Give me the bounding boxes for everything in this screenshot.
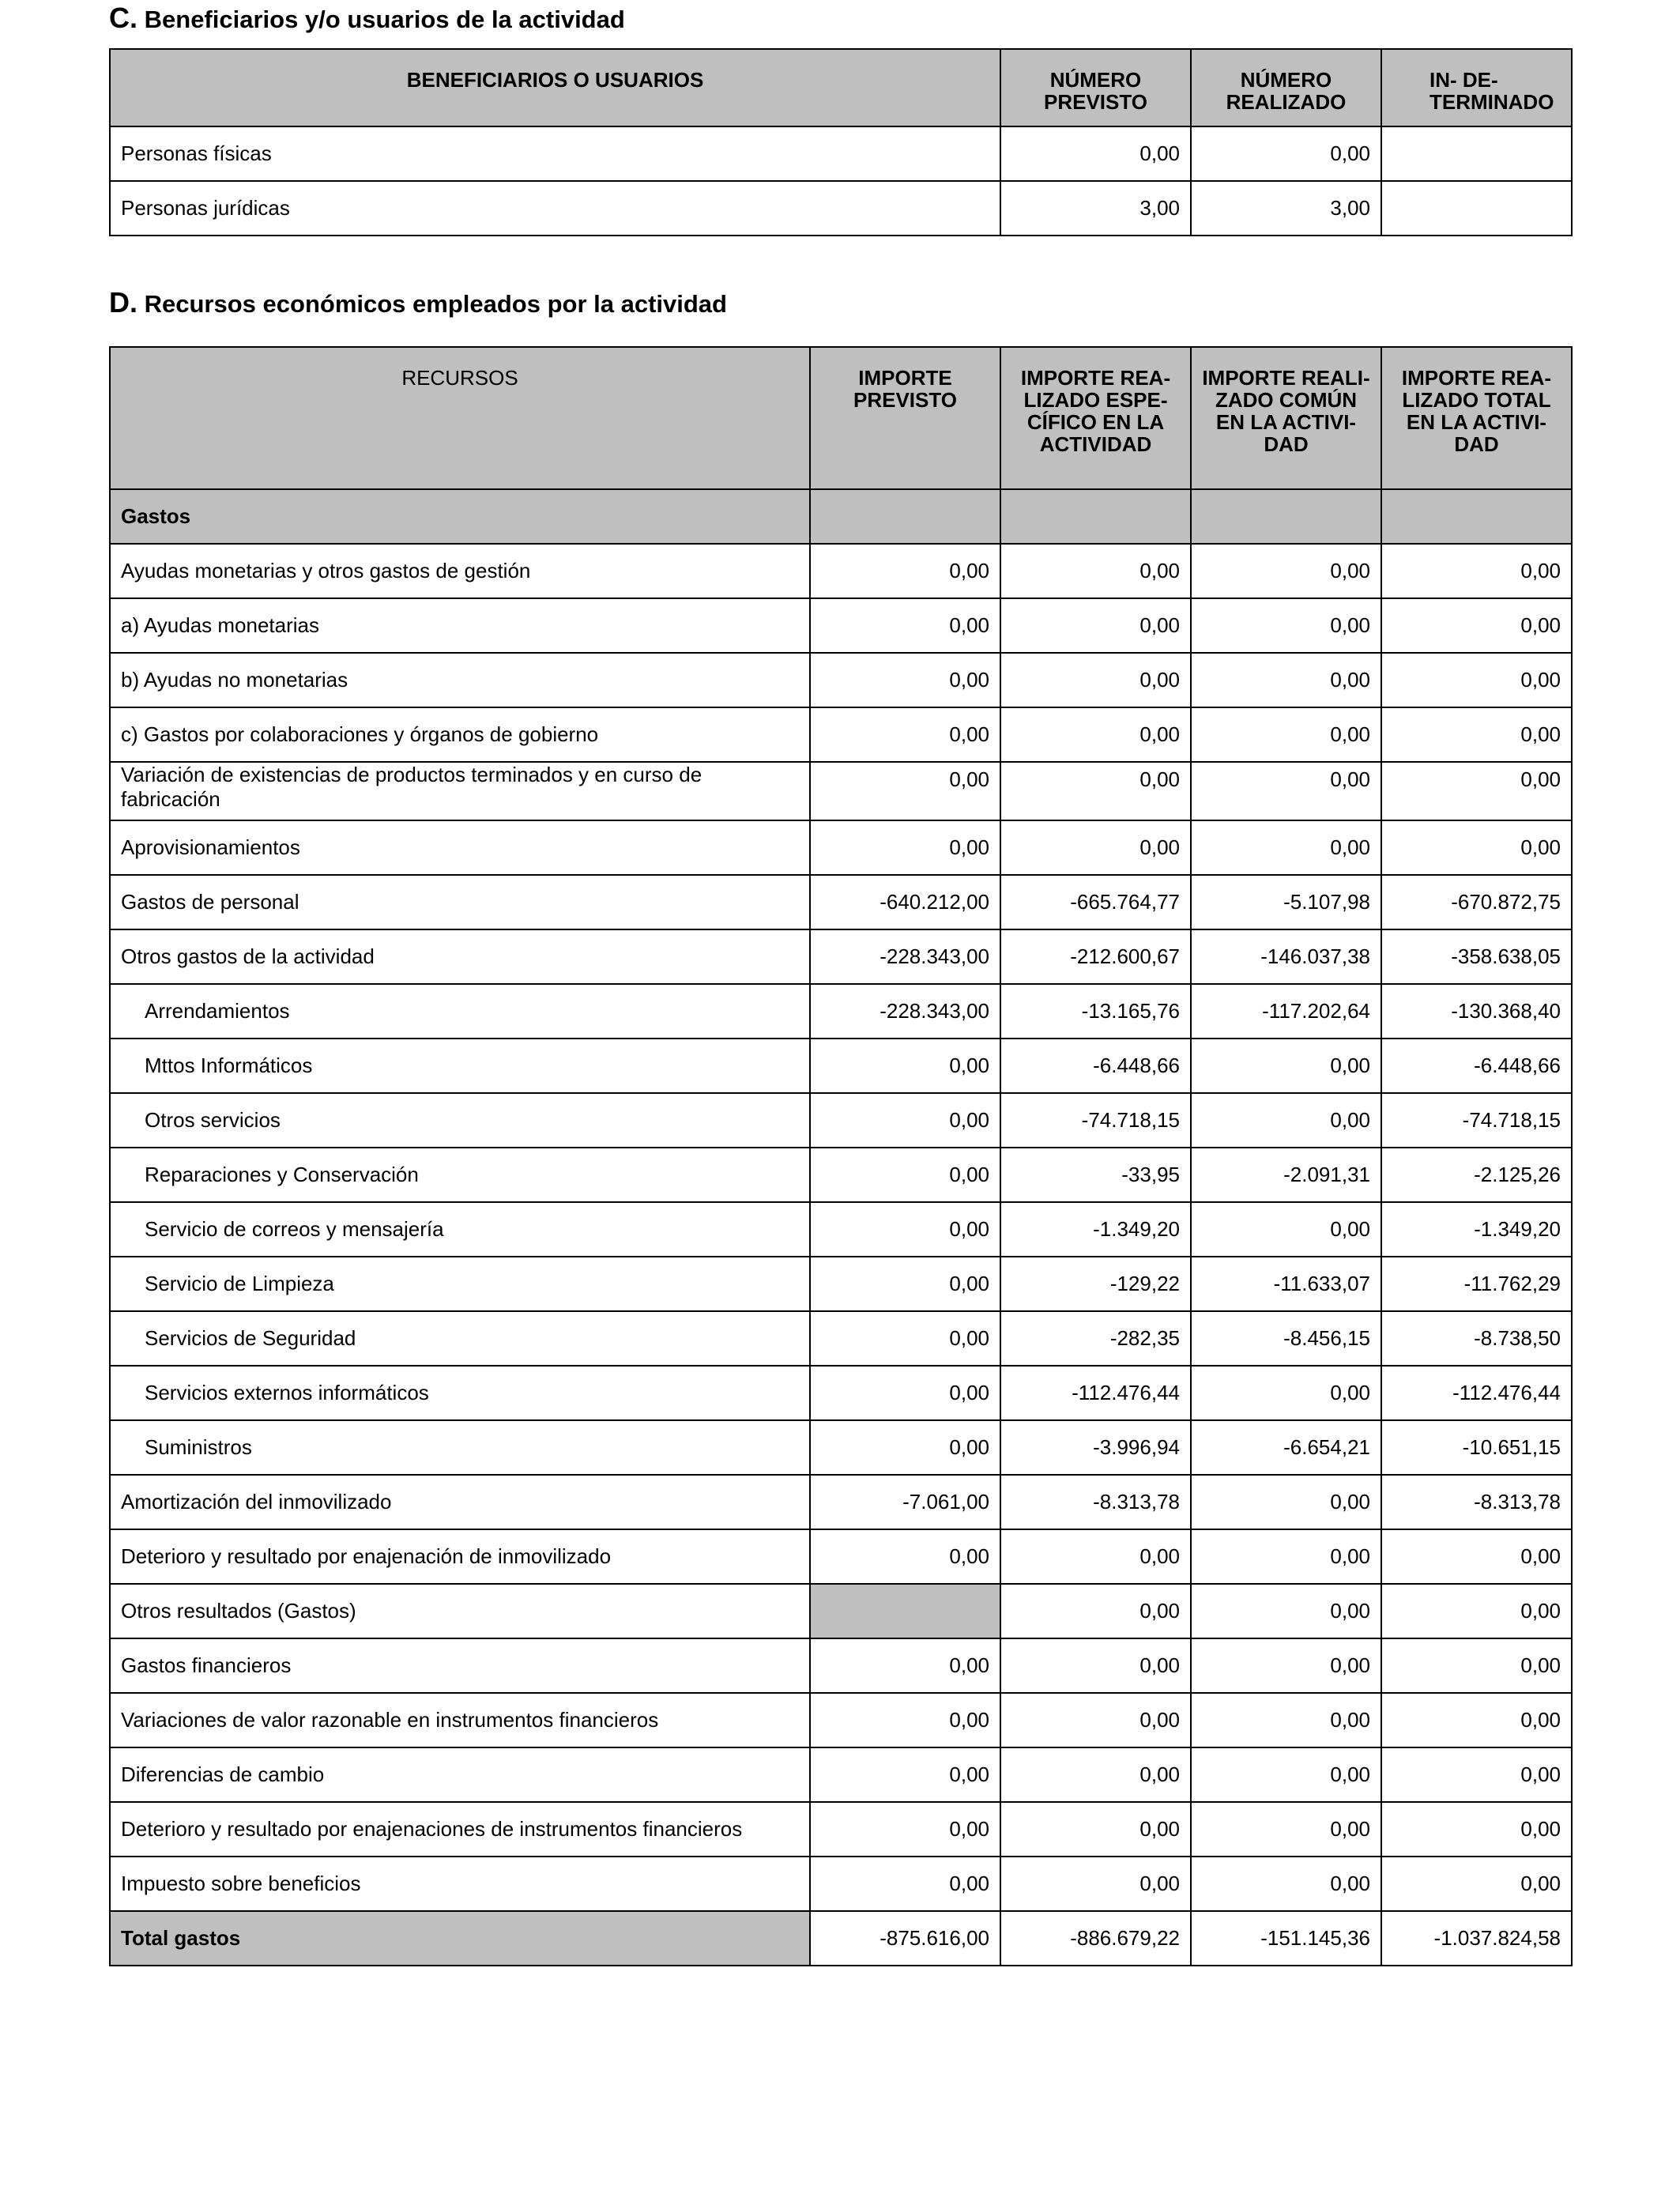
- table-row: [110, 1584, 1572, 1638]
- row-label: Deterioro y resultado por enajenación de inmovilizado: [110, 1529, 810, 1584]
- row-label: Deterioro y resultado por enajenaciones de instrumentos financieros: [110, 1802, 810, 1857]
- cell-importe-especifico: -13.165,76: [1000, 984, 1191, 1039]
- cell-importe-total: 0,00: [1381, 1802, 1572, 1857]
- resources-header-row: [110, 347, 1572, 489]
- cell-importe-previsto: [810, 1584, 1000, 1638]
- table-row: [110, 762, 1572, 820]
- col-header-importe-previsto: IMPORTE PREVISTO: [810, 347, 1000, 489]
- cell-importe-comun: 0,00: [1191, 1802, 1381, 1857]
- cell-importe-previsto: 0,00: [810, 1039, 1000, 1093]
- cell-importe-comun: 0,00: [1191, 1475, 1381, 1529]
- cell-importe-previsto: 0,00: [810, 1093, 1000, 1148]
- cell-importe-comun: 0,00: [1191, 1693, 1381, 1747]
- cell-importe-comun: -117.202,64: [1191, 984, 1381, 1039]
- table-row: [110, 1857, 1572, 1911]
- group-row-gastos: [110, 489, 1572, 544]
- cell-importe-total: -10.651,15: [1381, 1420, 1572, 1475]
- table-row: [110, 126, 1572, 181]
- total-label: Total gastos: [110, 1911, 810, 1966]
- cell-importe-especifico: -3.996,94: [1000, 1420, 1191, 1475]
- cell-importe-previsto: -228.343,00: [810, 929, 1000, 984]
- cell-importe-especifico: 0,00: [1000, 1584, 1191, 1638]
- cell-importe-comun: 0,00: [1191, 1366, 1381, 1420]
- total-row: [110, 1911, 1572, 1966]
- cell-importe-previsto: 0,00: [810, 820, 1000, 875]
- cell-importe-especifico: 0,00: [1000, 1693, 1191, 1747]
- cell-importe-especifico: -74.718,15: [1000, 1093, 1191, 1148]
- cell-importe-previsto: -640.212,00: [810, 875, 1000, 929]
- cell-importe-total: -8.313,78: [1381, 1475, 1572, 1529]
- section-d-letter: D.: [109, 286, 137, 319]
- cell-importe-comun: -6.654,21: [1191, 1420, 1381, 1475]
- beneficiaries-table: [109, 48, 1573, 236]
- cell-importe-especifico: 0,00: [1000, 762, 1191, 820]
- resources-table: [109, 346, 1573, 1966]
- cell-importe-comun: 0,00: [1191, 762, 1381, 820]
- col-header-importe-total: IMPORTE REA- LIZADO TOTAL EN LA ACTIVI- DAD: [1381, 347, 1572, 489]
- cell-importe-especifico: -1.349,20: [1000, 1202, 1191, 1257]
- row-label: Otros servicios: [110, 1093, 810, 1148]
- row-label: Personas jurídicas: [110, 181, 1000, 236]
- cell-importe-especifico: -129,22: [1000, 1257, 1191, 1311]
- cell-importe-previsto: 0,00: [810, 544, 1000, 598]
- cell-importe-total: -74.718,15: [1381, 1093, 1572, 1148]
- cell-importe-total: 0,00: [1381, 544, 1572, 598]
- cell-importe-comun: 0,00: [1191, 1093, 1381, 1148]
- cell-importe-previsto: 0,00: [810, 1257, 1000, 1311]
- table-row: [110, 1420, 1572, 1475]
- cell-importe-total: 0,00: [1381, 1584, 1572, 1638]
- section-c-heading: Beneficiarios y/o usuarios de la actividad: [144, 6, 625, 33]
- row-label: Amortización del inmovilizado: [110, 1475, 810, 1529]
- cell-importe-comun: 0,00: [1191, 1202, 1381, 1257]
- table-row: [110, 1148, 1572, 1202]
- beneficiaries-header-row: [110, 49, 1572, 126]
- row-label: Diferencias de cambio: [110, 1747, 810, 1802]
- cell-importe-total: 0,00: [1381, 1857, 1572, 1911]
- group-cell: [1000, 489, 1191, 544]
- cell-previsto: 3,00: [1000, 181, 1191, 236]
- cell-realizado: 3,00: [1191, 181, 1381, 236]
- row-label: Arrendamientos: [110, 984, 810, 1039]
- cell-importe-previsto: 0,00: [810, 1311, 1000, 1366]
- cell-importe-previsto: -228.343,00: [810, 984, 1000, 1039]
- total-cell-importe-especifico: -886.679,22: [1000, 1911, 1191, 1966]
- cell-importe-previsto: 0,00: [810, 1638, 1000, 1693]
- cell-importe-previsto: 0,00: [810, 1747, 1000, 1802]
- row-label: Mttos Informáticos: [110, 1039, 810, 1093]
- cell-importe-previsto: 0,00: [810, 1802, 1000, 1857]
- cell-importe-comun: 0,00: [1191, 544, 1381, 598]
- cell-importe-previsto: 0,00: [810, 1529, 1000, 1584]
- cell-importe-especifico: 0,00: [1000, 820, 1191, 875]
- table-row: [110, 984, 1572, 1039]
- cell-importe-total: -1.349,20: [1381, 1202, 1572, 1257]
- table-row: [110, 707, 1572, 762]
- row-label: Servicios de Seguridad: [110, 1311, 810, 1366]
- cell-importe-comun: 0,00: [1191, 820, 1381, 875]
- cell-importe-comun: -5.107,98: [1191, 875, 1381, 929]
- cell-importe-total: -112.476,44: [1381, 1366, 1572, 1420]
- group-label: Gastos: [110, 489, 810, 544]
- table-row: [110, 181, 1572, 236]
- row-label: Reparaciones y Conservación: [110, 1148, 810, 1202]
- cell-importe-especifico: -212.600,67: [1000, 929, 1191, 984]
- table-row: [110, 1747, 1572, 1802]
- total-cell-importe-comun: -151.145,36: [1191, 1911, 1381, 1966]
- table-row: [110, 544, 1572, 598]
- cell-importe-previsto: 0,00: [810, 1202, 1000, 1257]
- cell-importe-total: -2.125,26: [1381, 1148, 1572, 1202]
- row-label: Ayudas monetarias y otros gastos de gestión: [110, 544, 810, 598]
- table-row: [110, 653, 1572, 707]
- row-label: Otros gastos de la actividad: [110, 929, 810, 984]
- cell-importe-total: -6.448,66: [1381, 1039, 1572, 1093]
- cell-importe-especifico: -33,95: [1000, 1148, 1191, 1202]
- group-cell: [810, 489, 1000, 544]
- table-row: [110, 1693, 1572, 1747]
- cell-importe-total: -130.368,40: [1381, 984, 1572, 1039]
- row-label: Gastos de personal: [110, 875, 810, 929]
- cell-importe-especifico: 0,00: [1000, 1529, 1191, 1584]
- row-label: c) Gastos por colaboraciones y órganos de gobierno: [110, 707, 810, 762]
- cell-importe-especifico: -8.313,78: [1000, 1475, 1191, 1529]
- cell-importe-total: -8.738,50: [1381, 1311, 1572, 1366]
- cell-importe-comun: 0,00: [1191, 707, 1381, 762]
- cell-importe-comun: 0,00: [1191, 1747, 1381, 1802]
- cell-importe-comun: 0,00: [1191, 1584, 1381, 1638]
- cell-importe-especifico: 0,00: [1000, 544, 1191, 598]
- cell-importe-total: 0,00: [1381, 1693, 1572, 1747]
- table-row: [110, 1202, 1572, 1257]
- cell-importe-comun: -8.456,15: [1191, 1311, 1381, 1366]
- cell-importe-especifico: 0,00: [1000, 707, 1191, 762]
- cell-importe-especifico: 0,00: [1000, 1638, 1191, 1693]
- table-row: [110, 1529, 1572, 1584]
- col-header-recursos: RECURSOS: [110, 347, 810, 489]
- cell-previsto: 0,00: [1000, 126, 1191, 181]
- row-label: a) Ayudas monetarias: [110, 598, 810, 653]
- table-row: [110, 1039, 1572, 1093]
- row-label: Servicio de Limpieza: [110, 1257, 810, 1311]
- cell-importe-especifico: 0,00: [1000, 1747, 1191, 1802]
- cell-importe-comun: 0,00: [1191, 1039, 1381, 1093]
- row-label: Impuesto sobre beneficios: [110, 1857, 810, 1911]
- cell-importe-total: -11.762,29: [1381, 1257, 1572, 1311]
- cell-importe-total: 0,00: [1381, 653, 1572, 707]
- cell-importe-previsto: 0,00: [810, 598, 1000, 653]
- row-label: Servicio de correos y mensajería: [110, 1202, 810, 1257]
- table-row: [110, 1638, 1572, 1693]
- section-d-title: [109, 286, 727, 319]
- table-row: [110, 598, 1572, 653]
- cell-importe-comun: -146.037,38: [1191, 929, 1381, 984]
- col-header-beneficiarios: BENEFICIARIOS O USUARIOS: [110, 49, 1000, 126]
- cell-importe-total: 0,00: [1381, 598, 1572, 653]
- row-label: Personas físicas: [110, 126, 1000, 181]
- cell-importe-previsto: 0,00: [810, 653, 1000, 707]
- row-label: Variaciones de valor razonable en instrumentos financieros: [110, 1693, 810, 1747]
- col-header-importe-especifico: IMPORTE REA- LIZADO ESPE- CÍFICO EN LA ACTIVIDAD: [1000, 347, 1191, 489]
- cell-importe-comun: 0,00: [1191, 1529, 1381, 1584]
- col-header-importe-comun: IMPORTE REALI- ZADO COMÚN EN LA ACTIVI- DAD: [1191, 347, 1381, 489]
- cell-importe-total: 0,00: [1381, 1638, 1572, 1693]
- row-label: b) Ayudas no monetarias: [110, 653, 810, 707]
- row-label: Servicios externos informáticos: [110, 1366, 810, 1420]
- cell-importe-previsto: 0,00: [810, 1857, 1000, 1911]
- row-label: Aprovisionamientos: [110, 820, 810, 875]
- section-c-title: [109, 2, 625, 35]
- row-label: Otros resultados (Gastos): [110, 1584, 810, 1638]
- cell-importe-total: 0,00: [1381, 762, 1572, 820]
- cell-importe-previsto: 0,00: [810, 1420, 1000, 1475]
- cell-importe-comun: -11.633,07: [1191, 1257, 1381, 1311]
- cell-importe-especifico: -665.764,77: [1000, 875, 1191, 929]
- cell-importe-total: 0,00: [1381, 1529, 1572, 1584]
- group-cell: [1381, 489, 1572, 544]
- cell-importe-total: 0,00: [1381, 1747, 1572, 1802]
- table-row: [110, 929, 1572, 984]
- cell-importe-previsto: 0,00: [810, 1693, 1000, 1747]
- cell-importe-total: -670.872,75: [1381, 875, 1572, 929]
- cell-importe-total: 0,00: [1381, 707, 1572, 762]
- cell-importe-comun: 0,00: [1191, 1638, 1381, 1693]
- col-header-numero-realizado: NÚMERO REALIZADO: [1191, 49, 1381, 126]
- col-header-numero-previsto: NÚMERO PREVISTO: [1000, 49, 1191, 126]
- cell-importe-especifico: 0,00: [1000, 1857, 1191, 1911]
- total-cell-importe-previsto: -875.616,00: [810, 1911, 1000, 1966]
- cell-importe-comun: 0,00: [1191, 598, 1381, 653]
- cell-importe-previsto: 0,00: [810, 1148, 1000, 1202]
- cell-importe-especifico: -282,35: [1000, 1311, 1191, 1366]
- cell-importe-comun: 0,00: [1191, 1857, 1381, 1911]
- cell-importe-previsto: -7.061,00: [810, 1475, 1000, 1529]
- table-row: [110, 1475, 1572, 1529]
- cell-realizado: 0,00: [1191, 126, 1381, 181]
- cell-importe-especifico: 0,00: [1000, 1802, 1191, 1857]
- row-label: Gastos financieros: [110, 1638, 810, 1693]
- cell-importe-previsto: 0,00: [810, 707, 1000, 762]
- cell-importe-comun: -2.091,31: [1191, 1148, 1381, 1202]
- cell-importe-comun: 0,00: [1191, 653, 1381, 707]
- cell-importe-previsto: 0,00: [810, 1366, 1000, 1420]
- table-row: [110, 1257, 1572, 1311]
- cell-importe-especifico: 0,00: [1000, 598, 1191, 653]
- section-c-letter: C.: [109, 2, 137, 34]
- table-row: [110, 820, 1572, 875]
- section-d-heading: Recursos económicos empleados por la actividad: [144, 290, 727, 318]
- row-label: Suministros: [110, 1420, 810, 1475]
- table-row: [110, 1366, 1572, 1420]
- cell-importe-total: -358.638,05: [1381, 929, 1572, 984]
- row-label: Variación de existencias de productos terminados y en curso de fabricación: [110, 762, 810, 820]
- cell-importe-especifico: 0,00: [1000, 653, 1191, 707]
- cell-importe-previsto: 0,00: [810, 762, 1000, 820]
- table-row: [110, 1093, 1572, 1148]
- col-header-indeterminado: IN- DE- TERMINADO: [1381, 49, 1572, 126]
- cell-indeterminado: [1381, 181, 1572, 236]
- group-cell: [1191, 489, 1381, 544]
- cell-indeterminado: [1381, 126, 1572, 181]
- table-row: [110, 1802, 1572, 1857]
- cell-importe-especifico: -6.448,66: [1000, 1039, 1191, 1093]
- total-cell-importe-total: -1.037.824,58: [1381, 1911, 1572, 1966]
- table-row: [110, 1311, 1572, 1366]
- table-row: [110, 875, 1572, 929]
- cell-importe-especifico: -112.476,44: [1000, 1366, 1191, 1420]
- cell-importe-total: 0,00: [1381, 820, 1572, 875]
